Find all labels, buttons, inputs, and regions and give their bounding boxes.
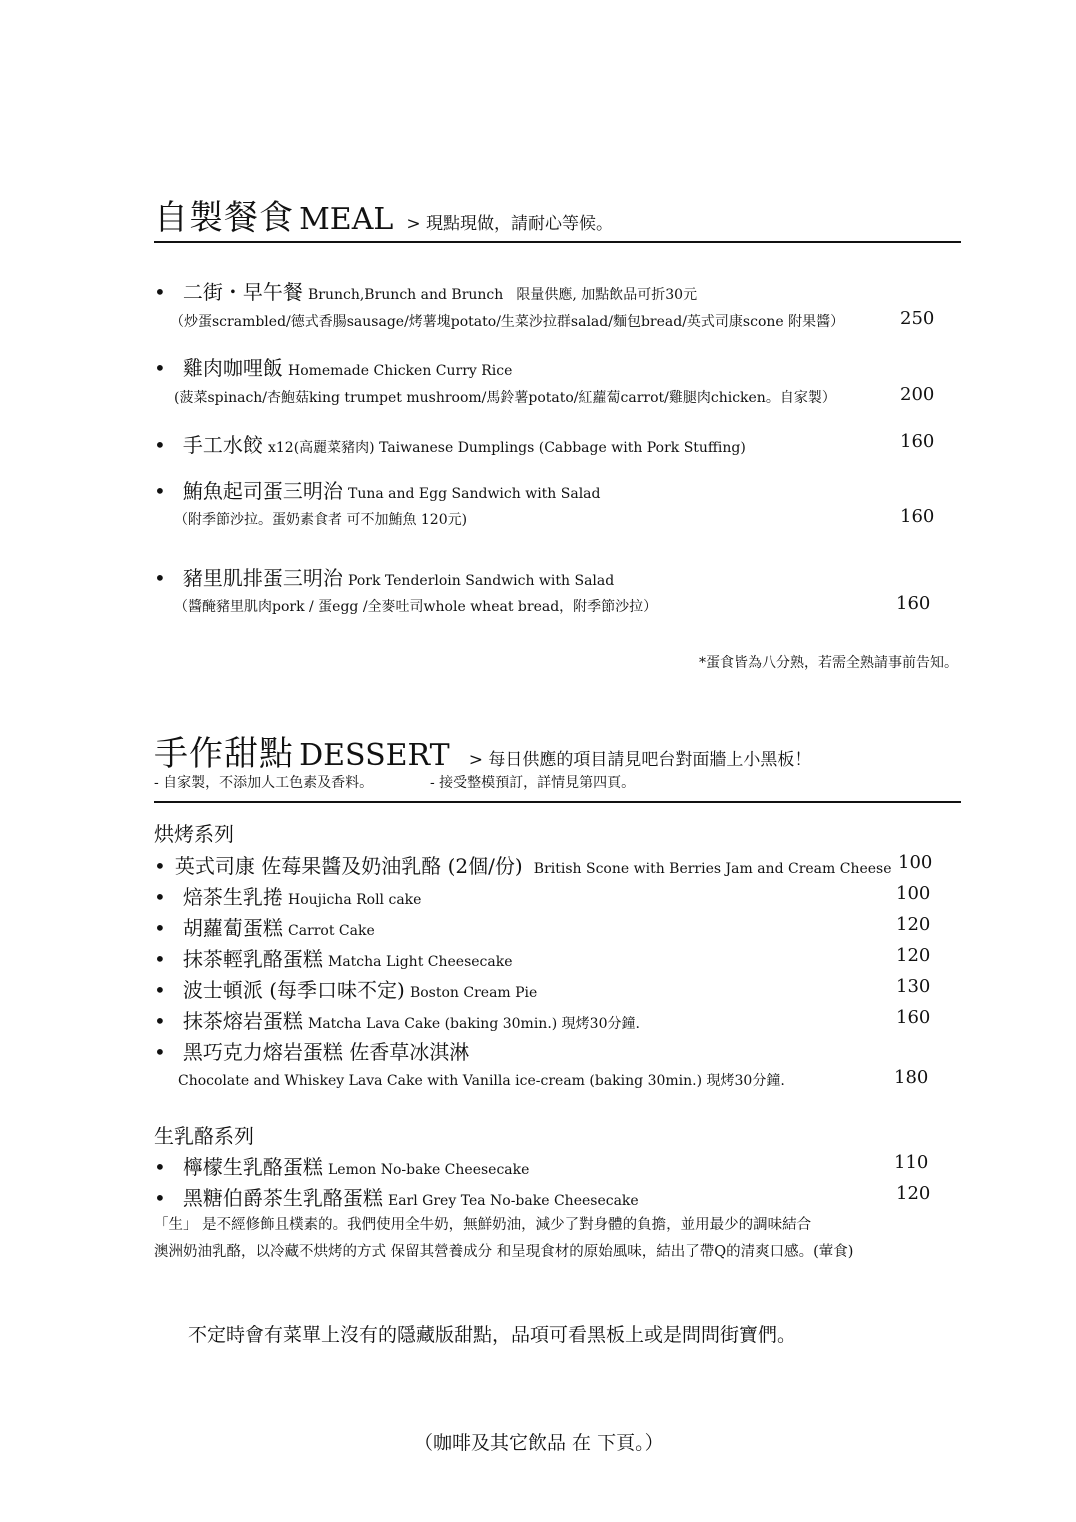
meal-item-detail: （附季節沙拉。蛋奶素食者 可不加鮪魚 120元): [174, 512, 468, 528]
nobake-description: 澳洲奶油乳酪，以冷藏不烘烤的方式 保留其營養成分 和呈現食材的原始風味，結出了帶Q的清爽口感。(葷食): [154, 1244, 854, 1260]
hidden-dessert-note: 不定時會有菜單上沒有的隱藏版甜點，品項可看黑板上或是問問街寶們。: [188, 1324, 797, 1346]
dessert-item: • 抹茶熔岩蛋糕 Matcha Lava Cake (baking 30min.) 現烤30分鐘.: [154, 1009, 640, 1033]
meal-item-price: 160: [896, 593, 931, 614]
dessert-item-detail: Chocolate and Whiskey Lava Cake with Vanilla ice-cream (baking 30min.) 現烤30分鐘.: [178, 1073, 785, 1089]
nobake-description: 「生」 是不經修飾且樸素的。我們使用全牛奶，無鮮奶油，減少了對身體的負擔，並用最少的調味結合: [154, 1217, 812, 1233]
dessert-item: • 黑糖伯爵茶生乳酪蛋糕 Earl Grey Tea No-bake Cheesecake: [154, 1186, 639, 1210]
meal-item-price: 200: [900, 384, 935, 405]
meal-heading: [154, 190, 613, 239]
dessert-title-en: DESSERT: [299, 738, 450, 773]
meal-item-detail: (菠菜spinach/杏鮑菇king trumpet mushroom/馬鈴薯potato/紅蘿蔔carrot/雞腿肉chicken。自家製）: [174, 390, 836, 406]
meal-item: • 豬里肌排蛋三明治 Pork Tenderloin Sandwich with Salad: [154, 566, 615, 590]
meal-title-zh: 自製餐食: [154, 198, 294, 238]
dessert-price: 110: [894, 1152, 929, 1173]
dessert-heading: [154, 726, 811, 775]
dessert-item: • 檸檬生乳酪蛋糕 Lemon No-bake Cheesecake: [154, 1155, 530, 1179]
meal-item-price: 160: [900, 431, 935, 452]
meal-divider: [154, 241, 961, 243]
meal-title-en: MEAL: [299, 202, 394, 237]
nobake-category: 生乳酪系列: [154, 1124, 254, 1148]
meal-item: • 鮪魚起司蛋三明治 Tuna and Egg Sandwich with Salad: [154, 479, 601, 503]
meal-item: • 二街・早午餐 Brunch,Brunch and Brunch 限量供應, 加點飲品可折30元: [154, 280, 698, 304]
baked-category: 烘烤系列: [154, 822, 234, 846]
dessert-item: • 焙茶生乳捲 Houjicha Roll cake: [154, 885, 422, 909]
dessert-note: > 每日供應的項目請見吧台對面牆上小黑板！: [468, 750, 812, 770]
dessert-item: • 胡蘿蔔蛋糕 Carrot Cake: [154, 916, 375, 940]
meal-footnote: *蛋食皆為八分熟，若需全熟請事前告知。: [699, 655, 958, 671]
meal-item: • 雞肉咖哩飯 Homemade Chicken Curry Rice: [154, 356, 513, 380]
dessert-price: 120: [896, 1183, 931, 1204]
dessert-price: 120: [896, 945, 931, 966]
dessert-sub-note: - 接受整模預訂，詳情見第四頁。: [430, 775, 636, 791]
dessert-item: • 英式司康 佐莓果醬及奶油乳酪 (2個/份) British Scone with Berries Jam and Cream Cheese: [154, 854, 892, 878]
dessert-divider: [154, 801, 961, 803]
meal-item-price: 250: [900, 308, 935, 329]
meal-item-detail: （醬醃豬里肌肉pork / 蛋egg /全麥吐司whole wheat bread，附季節沙拉）: [174, 599, 658, 615]
meal-item-detail: （炒蛋scrambled/德式香腸sausage/烤薯塊potato/生菜沙拉群salad/麵包bread/英式司康scone 附果醬）: [170, 314, 845, 330]
dessert-price: 180: [894, 1067, 929, 1088]
meal-note: > 現點現做，請耐心等候。: [406, 214, 614, 234]
dessert-item: • 抹茶輕乳酪蛋糕 Matcha Light Cheesecake: [154, 947, 513, 971]
dessert-item: • 波士頓派 (每季口味不定) Boston Cream Pie: [154, 978, 538, 1002]
dessert-item: • 黑巧克力熔岩蛋糕 佐香草冰淇淋: [154, 1040, 470, 1064]
dessert-price: 130: [896, 976, 931, 997]
dessert-price: 160: [896, 1007, 931, 1028]
meal-item: • 手工水餃 x12(高麗菜豬肉) Taiwanese Dumplings (Cabbage with Pork Stuffing): [154, 433, 746, 457]
dessert-sub-note: - 自家製，不添加人工色素及香料。: [154, 775, 374, 791]
dessert-title-zh: 手作甜點: [154, 734, 294, 774]
next-page-note: （咖啡及其它飲品 在 下頁。）: [414, 1432, 664, 1454]
dessert-price: 120: [896, 914, 931, 935]
meal-item-price: 160: [900, 506, 935, 527]
dessert-price: 100: [896, 883, 931, 904]
dessert-price: 100: [898, 852, 933, 873]
